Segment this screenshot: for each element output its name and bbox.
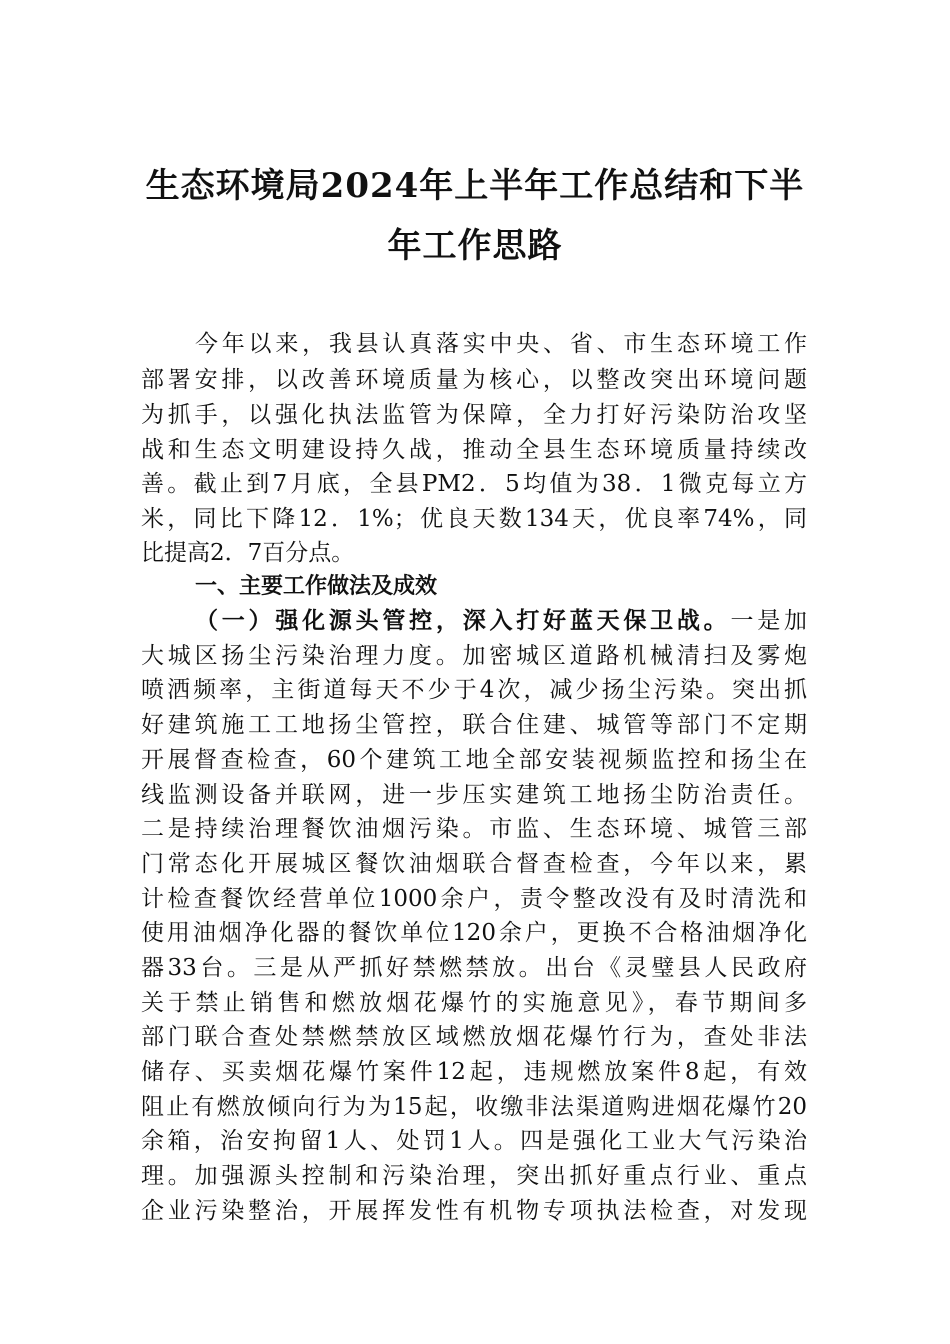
section-paragraph-line: 阻止有燃放倾向行为为15起，收缴非法渠道购进烟花爆竹20 [141,1094,807,1120]
subsection-title: （一）强化源头管控，深入打好蓝天保卫战。 [195,607,731,634]
section-paragraph-line [195,606,807,636]
intro-paragraph-line: 米，同比下降12．1%；优良天数134天，优良率74%，同 [141,506,807,532]
section-paragraph-line: 储存、买卖烟花爆竹案件12起，违规燃放案件8起，有效 [141,1059,807,1085]
section-paragraph-line: 好建筑施工工地扬尘管控，联合住建、城管等部门不定期 [141,712,807,738]
section-paragraph-line: 理。加强源头控制和污染治理，突出抓好重点行业、重点 [141,1163,807,1189]
intro-paragraph-line: 善。截止到7月底，全县PM2．5均值为38．1微克每立方 [141,471,807,497]
section-paragraph-line: 关于禁止销售和燃放烟花爆竹的实施意见》，春节期间多 [141,990,807,1016]
intro-paragraph-line: 为抓手，以强化执法监管为保障，全力打好污染防治攻坚 [141,402,807,428]
section-paragraph-line: 门常态化开展城区餐饮油烟联合督查检查，今年以来，累 [141,851,807,877]
section-paragraph-line: 开展督查检查，60个建筑工地全部安装视频监控和扬尘在 [141,747,807,773]
intro-paragraph-line: 比提高2．7百分点。 [141,540,355,566]
section-heading: 一、主要工作做法及成效 [195,574,438,599]
document-title-line-2: 年工作思路 [387,226,563,266]
section-paragraph-line: 使用油烟净化器的餐饮单位120余户，更换不合格油烟净化 [141,920,807,946]
section-paragraph-line: 喷洒频率，主街道每天不少于4次，减少扬尘污染。突出抓 [141,677,807,703]
section-paragraph-line: 大城区扬尘污染治理力度。加密城区道路机械清扫及雾炮 [141,643,807,669]
section-paragraph-line: 部门联合查处禁燃禁放区域燃放烟花爆竹行为，查处非法 [141,1024,807,1050]
intro-paragraph-line: 战和生态文明建设持久战，推动全县生态环境质量持续改 [141,437,807,463]
section-paragraph-line: 企业污染整治，开展挥发性有机物专项执法检查，对发现 [141,1198,807,1224]
intro-paragraph-line: 部署安排，以改善环境质量为核心，以整改突出环境问题 [141,367,807,393]
document-title-line-1: 生态环境局2024年上半年工作总结和下半 [145,166,805,206]
section-paragraph-line: 器33台。三是从严抓好禁燃禁放。出台《灵璧县人民政府 [141,955,807,981]
section-paragraph-line: 二是持续治理餐饮油烟污染。市监、生态环境、城管三部 [141,816,807,842]
intro-paragraph-line: 今年以来，我县认真落实中央、省、市生态环境工作 [195,331,807,357]
section-paragraph-line: 线监测设备并联网，进一步压实建筑工地扬尘防治责任。 [141,782,807,808]
section-paragraph-line: 余箱，治安拘留1人、处罚1人。四是强化工业大气污染治 [141,1128,807,1154]
subsection-text: 一是加 [730,608,808,634]
section-paragraph-line: 计检查餐饮经营单位1000余户，责令整改没有及时清洗和 [141,886,807,912]
